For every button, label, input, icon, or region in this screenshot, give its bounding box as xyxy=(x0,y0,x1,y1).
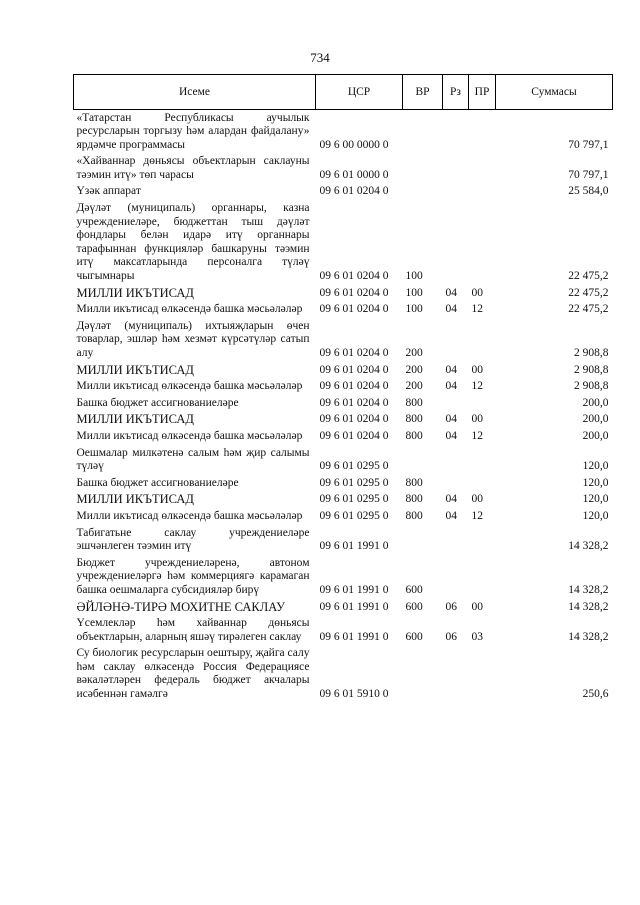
table-row xyxy=(74,285,613,302)
cell-sum: 2 908,8 xyxy=(574,363,609,376)
cell-name: Су биологик ресурсларын оештыру, җайга салу һәм саклау өлкәсендә Россия Федерациясе вәкаләтләрен федераль бюджет акчалары исәбеннән гамәлгә xyxy=(76,647,310,701)
cell-sum: 14 328,2 xyxy=(568,540,609,553)
cell-rz xyxy=(443,110,469,154)
cell-pr: 00 xyxy=(471,363,483,376)
cell-pr xyxy=(469,395,496,412)
cell-sum: 120,0 xyxy=(582,493,609,506)
table-row xyxy=(74,110,613,154)
cell-csr: 09 6 01 0204 0 xyxy=(319,380,389,393)
table-row xyxy=(74,362,613,379)
cell-name: МИЛЛИ ИКЪТИСАД xyxy=(76,285,194,300)
cell-name: МИЛЛИ ИКЪТИСАД xyxy=(76,492,194,507)
cell-csr: 09 6 00 0000 0 xyxy=(319,138,389,151)
cell-name: Милли икътисад өлкәсендә башка мәсьәләләр xyxy=(76,303,303,316)
cell-sum: 2 908,8 xyxy=(574,347,609,359)
cell-vr: 100 xyxy=(405,270,423,283)
cell-sum: 14 328,2 xyxy=(568,583,609,596)
cell-pr: 00 xyxy=(471,600,483,613)
table-row xyxy=(74,599,613,616)
cell-csr: 09 6 01 1991 0 xyxy=(319,630,389,643)
cell-vr xyxy=(403,110,443,154)
cell-rz: 04 xyxy=(445,429,457,442)
cell-csr: 09 6 01 0204 0 xyxy=(319,429,389,442)
cell-name: Милли икътисад өлкәсендә башка мәсьәләләр xyxy=(76,429,303,442)
table-header xyxy=(74,75,613,110)
cell-vr: 600 xyxy=(405,583,423,596)
table-row xyxy=(74,379,613,396)
column-header-name: Исеме xyxy=(74,75,316,110)
cell-csr: 09 6 01 0204 0 xyxy=(319,396,389,409)
cell-csr: 09 6 01 0204 0 xyxy=(319,270,389,283)
table-row xyxy=(74,616,613,646)
column-header-rz: Рз xyxy=(443,75,469,110)
cell-rz xyxy=(443,475,469,492)
cell-sum: 22 475,2 xyxy=(568,303,609,316)
cell-sum: 22 475,2 xyxy=(568,286,609,299)
table-row xyxy=(74,395,613,412)
table-row xyxy=(74,555,613,599)
table-row xyxy=(74,201,613,286)
cell-sum: 14 328,2 xyxy=(568,630,609,643)
cell-name: Дәүләт (муниципаль) ихтыяҗларын өчен товарлар, эшләр һәм хезмәт күрсәтүләр сатып алу xyxy=(76,319,310,359)
cell-rz: 06 xyxy=(445,630,457,643)
table-row xyxy=(74,475,613,492)
cell-rz xyxy=(443,445,469,475)
column-header-sum: Суммасы xyxy=(496,75,613,110)
cell-pr xyxy=(469,110,496,154)
cell-csr: 09 6 01 0295 0 xyxy=(319,460,389,473)
cell-sum: 250,6 xyxy=(582,688,609,701)
cell-pr: 12 xyxy=(471,303,483,316)
table-body xyxy=(74,110,613,704)
cell-rz: 04 xyxy=(445,286,457,299)
cell-rz: 04 xyxy=(445,509,457,522)
cell-rz xyxy=(443,395,469,412)
cell-vr: 800 xyxy=(405,413,423,426)
table-row xyxy=(74,154,613,184)
table-row xyxy=(74,445,613,475)
cell-pr xyxy=(469,445,496,475)
cell-name: Башка бюджет ассигнованиеләре xyxy=(76,476,239,489)
cell-vr: 600 xyxy=(405,600,423,613)
cell-vr: 200 xyxy=(405,363,423,376)
cell-sum: 70 797,1 xyxy=(568,138,609,151)
cell-vr xyxy=(403,154,443,184)
cell-pr xyxy=(469,318,496,362)
cell-sum: 120,0 xyxy=(582,460,609,473)
cell-name: «Хайваннар дөньясы объектларын саклауны тәэмин итү» төп чарасы xyxy=(76,155,310,181)
table-row xyxy=(74,428,613,445)
cell-rz: 04 xyxy=(445,380,457,393)
cell-rz xyxy=(443,646,469,703)
cell-name: «Татарстан Республикасы аучылык ресурсларын торгызу һәм алардан файдалану» ярдәмче программасы xyxy=(76,111,310,151)
cell-rz: 04 xyxy=(445,363,457,376)
cell-pr xyxy=(469,646,496,703)
cell-name: Бюджет учреждениеләренә, автоном учреждениеләргә һәм коммерциягә карамаган башка оешмаларга субсидияләр бирү xyxy=(76,556,310,596)
cell-vr: 200 xyxy=(405,380,423,393)
cell-vr: 600 xyxy=(405,630,423,643)
cell-pr: 03 xyxy=(471,630,483,643)
cell-vr xyxy=(403,184,443,201)
cell-pr: 00 xyxy=(471,493,483,506)
cell-csr: 09 6 01 1991 0 xyxy=(319,540,389,553)
cell-csr: 09 6 01 0204 0 xyxy=(319,363,389,376)
table-row xyxy=(74,302,613,319)
cell-vr: 800 xyxy=(405,509,423,522)
cell-name: Үзәк аппарат xyxy=(76,185,141,198)
cell-csr: 09 6 01 0204 0 xyxy=(319,413,389,426)
cell-csr: 09 6 01 5910 0 xyxy=(319,688,389,701)
cell-pr xyxy=(469,555,496,599)
cell-sum: 200,0 xyxy=(582,396,609,409)
cell-sum: 22 475,2 xyxy=(568,270,609,283)
cell-pr xyxy=(469,201,496,286)
cell-sum: 25 584,0 xyxy=(568,185,609,198)
cell-pr: 12 xyxy=(471,509,483,522)
cell-sum: 120,0 xyxy=(582,476,609,489)
table-row xyxy=(74,184,613,201)
cell-sum: 200,0 xyxy=(582,429,609,442)
cell-sum: 70 797,1 xyxy=(568,168,609,181)
cell-vr: 800 xyxy=(405,476,423,489)
table-row xyxy=(74,525,613,555)
cell-name: Үсемлекләр һәм хайваннар дөньясы объектларын, аларның яшәү тирәлеген саклау xyxy=(76,617,310,643)
cell-rz xyxy=(443,525,469,555)
cell-name: ӘЙЛӘНӘ-ТИРӘ МОХИТНЕ САКЛАУ xyxy=(76,599,286,614)
cell-rz xyxy=(443,201,469,286)
cell-sum: 200,0 xyxy=(582,413,609,426)
cell-name: Табигатьне саклау учреждениеләре эшчәнлеген тәэмин итү xyxy=(76,526,310,553)
cell-rz xyxy=(443,318,469,362)
cell-rz: 06 xyxy=(445,600,457,613)
cell-name: Башка бюджет ассигнованиеләре xyxy=(76,396,239,409)
cell-csr: 09 6 01 0295 0 xyxy=(319,493,389,506)
cell-name: Милли икътисад өлкәсендә башка мәсьәләләр xyxy=(76,380,303,393)
cell-csr: 09 6 01 1991 0 xyxy=(319,600,389,613)
cell-pr xyxy=(469,525,496,555)
table-row xyxy=(74,492,613,509)
cell-rz: 04 xyxy=(445,413,457,426)
cell-vr xyxy=(403,646,443,703)
cell-csr: 09 6 01 1991 0 xyxy=(319,583,389,596)
table-row xyxy=(74,646,613,703)
cell-csr: 09 6 01 0295 0 xyxy=(319,476,389,489)
cell-vr: 100 xyxy=(405,286,423,299)
cell-rz xyxy=(443,154,469,184)
cell-rz xyxy=(443,184,469,201)
cell-csr: 09 6 01 0295 0 xyxy=(319,509,389,522)
cell-rz: 04 xyxy=(445,303,457,316)
cell-rz: 04 xyxy=(445,493,457,506)
cell-vr xyxy=(403,525,443,555)
cell-name: МИЛЛИ ИКЪТИСАД xyxy=(76,362,194,377)
cell-vr: 800 xyxy=(405,396,423,409)
cell-vr: 100 xyxy=(405,303,423,316)
cell-name: МИЛЛИ ИКЪТИСАД xyxy=(76,412,194,427)
cell-csr: 09 6 01 0000 0 xyxy=(319,168,389,181)
cell-vr xyxy=(403,445,443,475)
cell-sum: 120,0 xyxy=(582,509,609,522)
cell-rz xyxy=(443,555,469,599)
cell-pr xyxy=(469,184,496,201)
table-row xyxy=(74,318,613,362)
cell-vr: 200 xyxy=(405,347,423,359)
page-number: 734 xyxy=(310,50,330,65)
cell-pr: 12 xyxy=(471,429,483,442)
cell-pr: 00 xyxy=(471,413,483,426)
cell-name: Дәүләт (муниципаль) органнары, казна учреждениеләре, бюджеттан тыш дәүләт фондлары белән идарә итү органнары тарафыннан функцияләр башкаруны тәэмин итү максатларында персоналга түләү чыгымнары xyxy=(76,202,310,283)
column-header-csr: ЦСР xyxy=(316,75,403,110)
cell-sum: 14 328,2 xyxy=(568,600,609,613)
cell-vr: 800 xyxy=(405,493,423,506)
table-row xyxy=(74,412,613,429)
budget-table xyxy=(73,74,613,703)
table-row xyxy=(74,508,613,525)
cell-pr xyxy=(469,475,496,492)
cell-name: Милли икътисад өлкәсендә башка мәсьәләләр xyxy=(76,509,303,522)
cell-vr: 800 xyxy=(405,429,423,442)
cell-pr xyxy=(469,154,496,184)
cell-csr: 09 6 01 0204 0 xyxy=(319,185,389,198)
column-header-pr: ПР xyxy=(469,75,496,110)
cell-csr: 09 6 01 0204 0 xyxy=(319,347,389,359)
cell-csr: 09 6 01 0204 0 xyxy=(319,286,389,299)
cell-name: Оешмалар милкәтенә салым һәм җир салымы түләү xyxy=(76,446,310,473)
cell-sum: 2 908,8 xyxy=(574,380,609,393)
cell-csr: 09 6 01 0204 0 xyxy=(319,303,389,316)
cell-pr: 12 xyxy=(471,380,483,393)
column-header-vr: ВР xyxy=(403,75,443,110)
cell-pr: 00 xyxy=(471,286,483,299)
